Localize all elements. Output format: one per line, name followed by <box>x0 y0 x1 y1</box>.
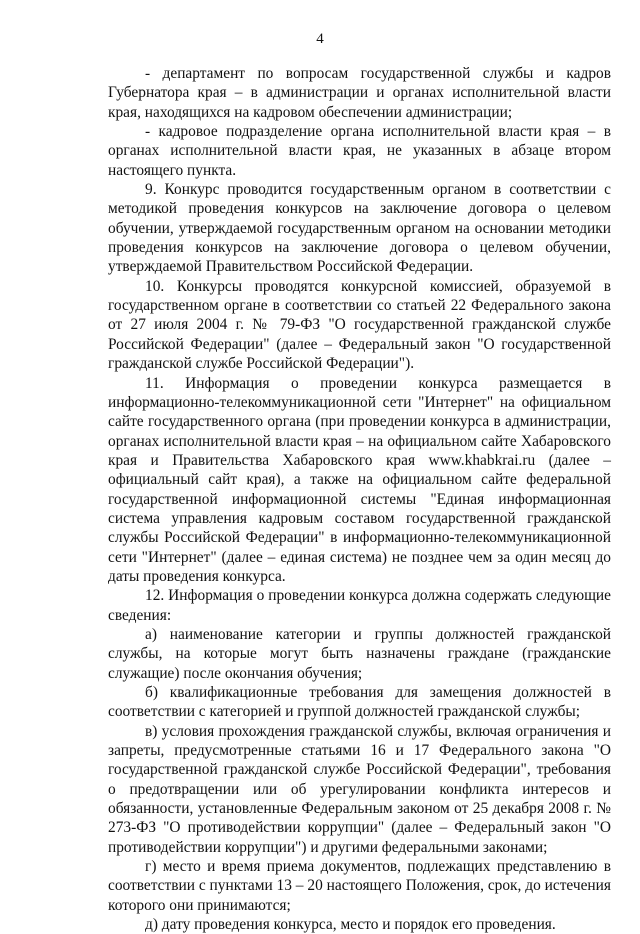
paragraph-department-item: - департамент по вопросам государственной службы и кадров Губернатора края – в администрации и органах исполнительной власти края, находящихся на кадровом обеспечении администрации; <box>108 65 611 121</box>
paragraph-clause-11: 11. Информация о проведении конкурса размещается в информационно-телекоммуникационной сети "Интернет" на официальном сайте государственного органа (при проведении конкурса в администрации, органах исполнительной власти края – на официальном сайте Хабаровского края и Правительства Хабаровского края www.khabkrai.ru (далее – официальный сайт края), а также на официальном сайте федеральной государственной информационной системы "Единая информационная система управления кадровым составом государственной гражданской службы Российской Федерации" в информационно-телекоммуникационной сети "Интернет" (далее – единая система) не позднее чем за один месяц до даты проведения конкурса. <box>108 374 611 585</box>
paragraph-clause-12-a: а) наименование категории и группы должностей гражданской службы, на которые могут быть назначены граждане (гражданские служащие) после окончания обучения; <box>108 625 611 682</box>
page-number: 4 <box>316 31 324 47</box>
paragraph-clause-10: 10. Конкурсы проводятся конкурсной комиссией, образуемой в государственном органе в соответствии со статьей 22 Федерального закона от 27 июля 2004 г. № 79-ФЗ "О государственной гражданской службе Российской Федерации" (далее – Федеральный закон "О государственной гражданской службе Российской Федерации"). <box>108 277 611 373</box>
paragraph-clause-12-b: б) квалификационные требования для замещения должностей в соответствии с категорией и группой должностей гражданской службы; <box>108 684 611 721</box>
paragraph-clause-12-d: д) дату проведения конкурса, место и порядок его проведения. <box>145 916 556 934</box>
paragraph-clause-12-v: в) условия прохождения гражданской службы, включая ограничения и запреты, предусмотренные статьями 16 и 17 Федерального закона "О государственной гражданской службе Российской Федерации", требования о предотвращении или об урегулировании конфликта интересов и обязанности, установленные Федеральным законом от 25 декабря 2008 г. № 273-ФЗ "О противодействии коррупции" (далее – Федеральный закон "О противодействии коррупции") и другими федеральными законами; <box>108 722 611 856</box>
paragraph-clause-9: 9. Конкурс проводится государственным органом в соответствии с методикой проведения конкурсов на заключение договора о целевом обучении, утверждаемой государственным органом на основании методики проведения конкурсов на заключение договора о целевом обучении, утверждаемой Правительством Российской Федерации. <box>108 181 611 276</box>
paragraph-clause-12-g: г) место и время приема документов, подлежащих представлению в соответствии с пунктами 13 – 20 настоящего Положения, срок, до истечения которого они принимаются; <box>108 858 611 914</box>
paragraph-hr-unit-item: - кадровое подразделение органа исполнительной власти края – в органах исполнительной власти края, не указанных в абзаце втором настоящего пункта. <box>108 123 611 179</box>
document-body <box>108 64 611 934</box>
paragraph-clause-12: 12. Информация о проведении конкурса должна содержать следующие сведения: <box>108 587 611 624</box>
